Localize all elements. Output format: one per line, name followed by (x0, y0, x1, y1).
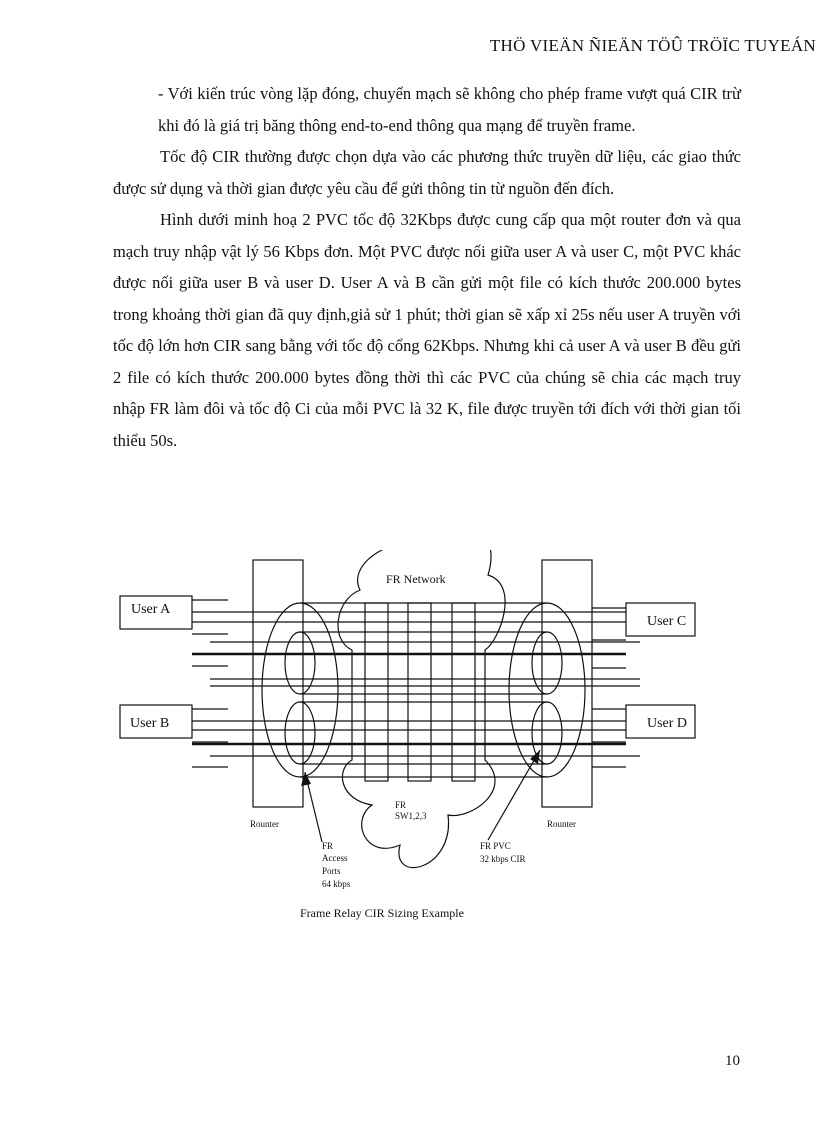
switch-label-line1: FR (395, 800, 407, 810)
router-right-label: Rounter (547, 819, 576, 829)
frame-relay-diagram (0, 550, 816, 930)
access-label-line2: Access (322, 853, 348, 863)
tube-right-outer (509, 603, 585, 777)
page-number: 10 (725, 1053, 740, 1069)
user-d-label: User D (647, 716, 688, 731)
paragraph-cir-selection: Tốc độ CIR thường được chọn dựa vào các phương thức truyền dữ liệu, các giao thức được sử dụng và thời gian được yêu cầu để gửi thông tin từ nguồn đến đích. (113, 147, 741, 198)
access-label-line1: FR (322, 841, 334, 851)
router-left-label: Rounter (250, 819, 279, 829)
body-text (113, 78, 741, 456)
pvc-label-line1: FR PVC (480, 841, 511, 851)
page-header: THÖ VIEÄN ÑIEÄN TÖÛ TRÖÏC TUYEÁN (489, 36, 816, 55)
pvc-label-line2: 32 kbps CIR (480, 854, 526, 864)
paragraph-bullet: - Với kiến trúc vòng lặp đóng, chuyển mạch sẽ không cho phép frame vượt quá CIR trừ khi đó là giá trị băng thông end-to-end thông qua mạng để truyền frame. (158, 84, 741, 135)
access-label-line4: 64 kbps (322, 879, 351, 889)
user-a-label: User A (131, 602, 171, 617)
tube-left-outer (262, 603, 338, 777)
cloud-label: FR Network (386, 572, 446, 586)
switch-2 (408, 603, 431, 781)
paragraph-pvc-example: Hình dưới minh hoạ 2 PVC tốc độ 32Kbps được cung cấp qua một router đơn và qua mạch truy nhập vật lý 56 Kbps đơn. Một PVC được nối giữa user A và user C, một PVC khác được nối giữa user B và user D. User A và B cần gửi một file có kích thước 200.000 bytes trong khoảng thời gian đã quy định,giả sử 1 phút; thời gian sẽ xấp xỉ 25s nếu user A truyền với tốc độ lớn hơn CIR sang bằng với tốc độ cổng 62Kbps. Nhưng khi cả user A và user B đều gửi 2 file có kích thước 200.000 bytes đồng thời thì các PVC của chúng sẽ chia các mạch truy nhập FR làm đôi và tốc độ Ci của mỗi PVC là 32 K, file được truyền tới đích với thời gian tối thiểu 50s. (113, 210, 741, 450)
switch-3 (452, 603, 475, 781)
switch-1 (365, 603, 388, 781)
access-label-line3: Ports (322, 866, 341, 876)
figure-caption: Frame Relay CIR Sizing Example (300, 906, 464, 920)
router-left-box (253, 560, 303, 807)
user-c-label: User C (647, 614, 687, 629)
user-b-label: User B (130, 716, 170, 731)
switch-label-line2: SW1,2,3 (395, 811, 427, 821)
